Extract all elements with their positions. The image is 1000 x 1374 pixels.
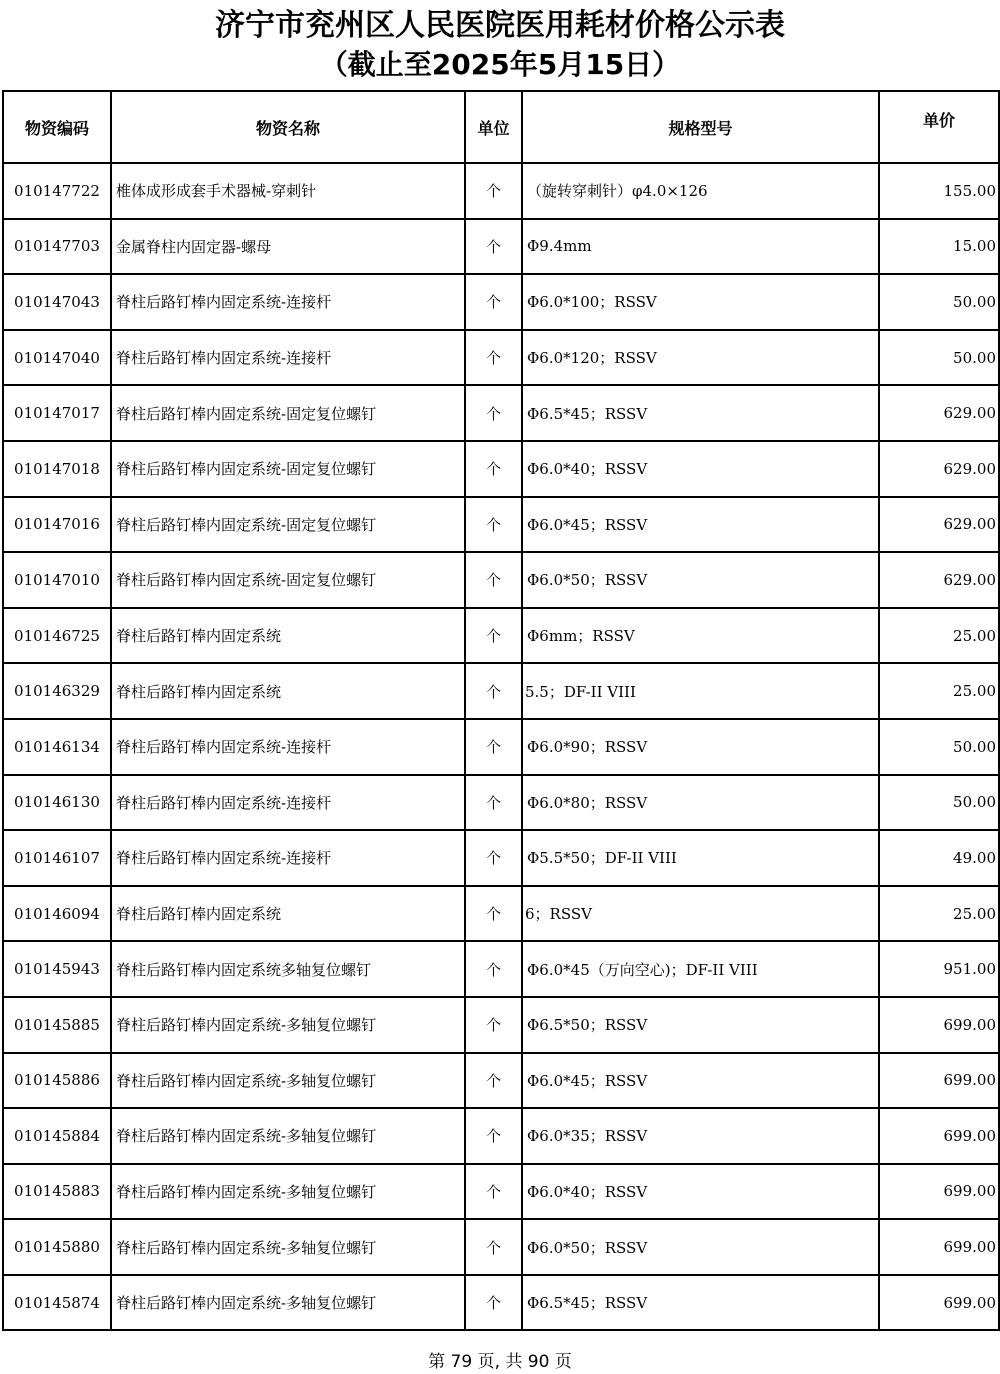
cell-name: 脊柱后路钉棒内固定系统-多轴复位螺钉	[111, 1275, 465, 1331]
cell-unit: 个	[465, 719, 522, 775]
cell-unit: 个	[465, 497, 522, 553]
cell-spec: 5.5；DF-II VIII	[522, 663, 879, 719]
cell-code: 010147040	[3, 330, 111, 386]
cell-code: 010147017	[3, 385, 111, 441]
cell-code: 010147018	[3, 441, 111, 497]
cell-unit: 个	[465, 886, 522, 942]
cell-unit: 个	[465, 330, 522, 386]
cell-code: 010145943	[3, 941, 111, 997]
cell-name: 脊柱后路钉棒内固定系统	[111, 608, 465, 664]
cell-price: 629.00	[879, 385, 999, 441]
cell-name: 脊柱后路钉棒内固定系统-固定复位螺钉	[111, 552, 465, 608]
cell-spec: Φ6.0*45（万向空心)；DF-II VIII	[522, 941, 879, 997]
cell-code: 010145880	[3, 1219, 111, 1275]
cell-name: 金属脊柱内固定器-螺母	[111, 219, 465, 275]
cell-code: 010145874	[3, 1275, 111, 1331]
cell-unit: 个	[465, 385, 522, 441]
cell-spec: Φ6.0*45；RSSV	[522, 497, 879, 553]
cell-spec: Φ6.0*40；RSSV	[522, 441, 879, 497]
cell-unit: 个	[465, 163, 522, 219]
cell-unit: 个	[465, 775, 522, 831]
cell-name: 脊柱后路钉棒内固定系统-连接杆	[111, 330, 465, 386]
cell-code: 010147010	[3, 552, 111, 608]
cell-name: 脊柱后路钉棒内固定系统-连接杆	[111, 830, 465, 886]
cell-code: 010145883	[3, 1164, 111, 1220]
cell-name: 脊柱后路钉棒内固定系统-固定复位螺钉	[111, 385, 465, 441]
cell-price: 15.00	[879, 219, 999, 275]
cell-spec: Φ6.0*100；RSSV	[522, 274, 879, 330]
cell-name: 脊柱后路钉棒内固定系统-多轴复位螺钉	[111, 1219, 465, 1275]
header-unit: 单位	[465, 91, 522, 163]
cell-code: 010147703	[3, 219, 111, 275]
cell-unit: 个	[465, 441, 522, 497]
header-spec: 规格型号	[522, 91, 879, 163]
cell-price: 50.00	[879, 274, 999, 330]
table-row	[3, 163, 999, 219]
cell-price: 25.00	[879, 886, 999, 942]
cell-price: 50.00	[879, 330, 999, 386]
cell-price: 951.00	[879, 941, 999, 997]
cell-price: 50.00	[879, 719, 999, 775]
header-name: 物资名称	[111, 91, 465, 163]
table-row	[3, 552, 999, 608]
cell-spec: Φ6.0*40；RSSV	[522, 1164, 879, 1220]
cell-spec: Φ5.5*50；DF-II VIII	[522, 830, 879, 886]
cell-code: 010147016	[3, 497, 111, 553]
cell-spec: Φ6.5*45；RSSV	[522, 1275, 879, 1331]
table-row	[3, 997, 999, 1053]
cell-price: 699.00	[879, 1053, 999, 1109]
cell-name: 脊柱后路钉棒内固定系统-多轴复位螺钉	[111, 1164, 465, 1220]
cell-code: 010145884	[3, 1108, 111, 1164]
cell-code: 010147722	[3, 163, 111, 219]
cell-unit: 个	[465, 830, 522, 886]
table-row	[3, 663, 999, 719]
cell-unit: 个	[465, 997, 522, 1053]
table-row	[3, 274, 999, 330]
cell-spec: Φ6.0*45；RSSV	[522, 1053, 879, 1109]
header-code: 物资编码	[3, 91, 111, 163]
header-price: 单价	[879, 91, 999, 163]
cell-name: 脊柱后路钉棒内固定系统-多轴复位螺钉	[111, 1108, 465, 1164]
table-row	[3, 1164, 999, 1220]
page-subtitle-date: （截止至2025年5月15日）	[319, 48, 681, 81]
cell-code: 010146107	[3, 830, 111, 886]
cell-name: 脊柱后路钉棒内固定系统-连接杆	[111, 274, 465, 330]
cell-name: 椎体成形成套手术器械-穿刺针	[111, 163, 465, 219]
cell-name: 脊柱后路钉棒内固定系统-连接杆	[111, 775, 465, 831]
table-header-row	[3, 91, 999, 163]
cell-code: 010145885	[3, 997, 111, 1053]
cell-spec: Φ6mm；RSSV	[522, 608, 879, 664]
table-row	[3, 608, 999, 664]
table-row	[3, 1053, 999, 1109]
cell-code: 010147043	[3, 274, 111, 330]
cell-spec: Φ6.0*90；RSSV	[522, 719, 879, 775]
cell-spec: Φ6.0*80；RSSV	[522, 775, 879, 831]
cell-code: 010146094	[3, 886, 111, 942]
cell-name: 脊柱后路钉棒内固定系统-多轴复位螺钉	[111, 997, 465, 1053]
cell-unit: 个	[465, 608, 522, 664]
cell-price: 155.00	[879, 163, 999, 219]
table-row	[3, 1108, 999, 1164]
cell-price: 50.00	[879, 775, 999, 831]
cell-spec: Φ9.4mm	[522, 219, 879, 275]
table-row	[3, 1275, 999, 1331]
cell-price: 25.00	[879, 663, 999, 719]
cell-spec: Φ6.0*120；RSSV	[522, 330, 879, 386]
table-row	[3, 385, 999, 441]
cell-unit: 个	[465, 1053, 522, 1109]
cell-unit: 个	[465, 274, 522, 330]
cell-spec: Φ6.5*45；RSSV	[522, 385, 879, 441]
cell-unit: 个	[465, 219, 522, 275]
cell-unit: 个	[465, 1275, 522, 1331]
cell-spec: Φ6.0*50；RSSV	[522, 552, 879, 608]
cell-spec: （旋转穿刺针）φ4.0×126	[522, 163, 879, 219]
cell-code: 010146329	[3, 663, 111, 719]
table-row	[3, 719, 999, 775]
cell-price: 49.00	[879, 830, 999, 886]
table-row	[3, 886, 999, 942]
cell-name: 脊柱后路钉棒内固定系统-固定复位螺钉	[111, 497, 465, 553]
cell-unit: 个	[465, 1219, 522, 1275]
cell-price: 699.00	[879, 1164, 999, 1220]
cell-code: 010146725	[3, 608, 111, 664]
price-table	[2, 90, 1000, 1331]
cell-name: 脊柱后路钉棒内固定系统多轴复位螺钉	[111, 941, 465, 997]
table-row	[3, 441, 999, 497]
cell-spec: Φ6.5*50；RSSV	[522, 997, 879, 1053]
table-row	[3, 219, 999, 275]
cell-price: 629.00	[879, 441, 999, 497]
cell-name: 脊柱后路钉棒内固定系统-固定复位螺钉	[111, 441, 465, 497]
cell-price: 629.00	[879, 497, 999, 553]
cell-unit: 个	[465, 663, 522, 719]
page-number: 第 79 页, 共 90 页	[428, 1352, 572, 1372]
cell-unit: 个	[465, 552, 522, 608]
cell-name: 脊柱后路钉棒内固定系统	[111, 886, 465, 942]
table-row	[3, 941, 999, 997]
cell-name: 脊柱后路钉棒内固定系统	[111, 663, 465, 719]
table-row	[3, 497, 999, 553]
cell-name: 脊柱后路钉棒内固定系统-多轴复位螺钉	[111, 1053, 465, 1109]
page-title: 济宁市兖州区人民医院医用耗材价格公示表	[215, 8, 785, 43]
cell-code: 010146134	[3, 719, 111, 775]
table-row	[3, 1219, 999, 1275]
cell-unit: 个	[465, 1108, 522, 1164]
table-row	[3, 775, 999, 831]
cell-price: 699.00	[879, 1108, 999, 1164]
cell-code: 010146130	[3, 775, 111, 831]
table-row	[3, 830, 999, 886]
cell-name: 脊柱后路钉棒内固定系统-连接杆	[111, 719, 465, 775]
cell-spec: 6；RSSV	[522, 886, 879, 942]
cell-spec: Φ6.0*50；RSSV	[522, 1219, 879, 1275]
cell-price: 699.00	[879, 997, 999, 1053]
cell-price: 699.00	[879, 1219, 999, 1275]
cell-spec: Φ6.0*35；RSSV	[522, 1108, 879, 1164]
cell-code: 010145886	[3, 1053, 111, 1109]
cell-price: 699.00	[879, 1275, 999, 1331]
cell-unit: 个	[465, 941, 522, 997]
cell-price: 25.00	[879, 608, 999, 664]
table-row	[3, 330, 999, 386]
cell-price: 629.00	[879, 552, 999, 608]
cell-unit: 个	[465, 1164, 522, 1220]
